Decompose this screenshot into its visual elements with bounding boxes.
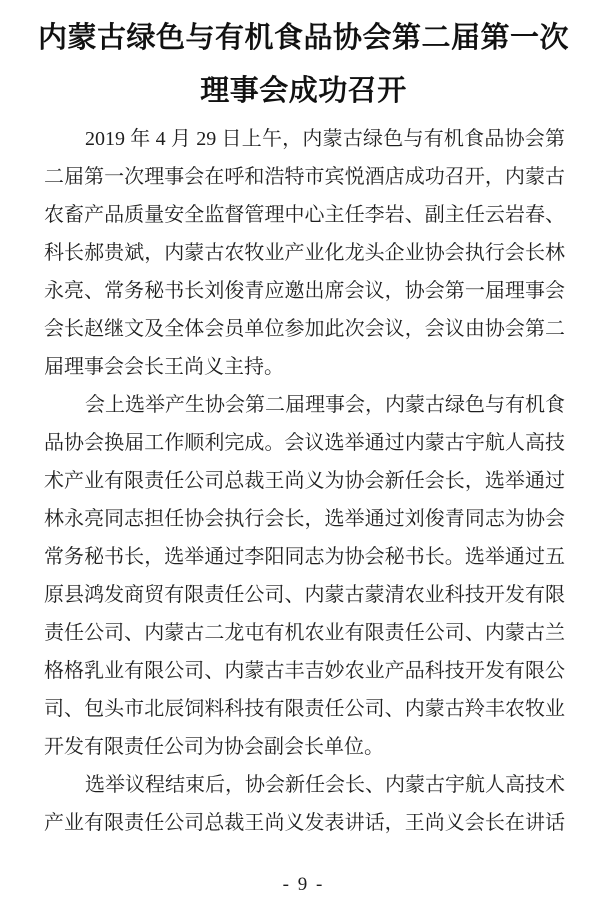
- document-title-line-1: 内蒙古绿色与有机食品协会第二届第一次: [37, 22, 569, 54]
- body-line: 会上选举产生协会第二届理事会，内蒙古绿色与有机食: [85, 394, 565, 416]
- body-line: 产业有限责任公司总裁王尚义发表讲话，王尚义会长在讲话: [44, 812, 565, 834]
- paragraph-2: [44, 386, 565, 766]
- page-number: - 9 -: [282, 874, 325, 895]
- body-line: 品协会换届工作顺利完成。会议选举通过内蒙古宇航人高技: [44, 432, 565, 454]
- document-title-line-2: 理事会成功召开: [200, 75, 407, 107]
- body-line: 常务秘书长，选举通过李阳同志为协会秘书长。选举通过五: [44, 546, 565, 568]
- document-title: [0, 0, 607, 118]
- body-line: 原县鸿发商贸有限责任公司、内蒙古蒙清农业科技开发有限: [44, 584, 565, 606]
- body-line: 2019 年 4 月 29 日上午，内蒙古绿色与有机食品协会第: [85, 128, 565, 150]
- paragraph-3: [44, 766, 565, 842]
- body-line: 格格乳业有限公司、内蒙古丰吉妙农业产品科技开发有限公: [44, 660, 565, 682]
- body-line: 选举议程结束后，协会新任会长、内蒙古宇航人高技术: [85, 774, 565, 796]
- body-line: 会长赵继文及全体会员单位参加此次会议，会议由协会第二: [44, 318, 565, 340]
- body-line: 科长郝贵斌，内蒙古农牧业产业化龙头企业协会执行会长林: [44, 242, 565, 264]
- body-line: 届理事会会长王尚义主持。: [44, 356, 284, 378]
- body-line: 农畜产品质量安全监督管理中心主任李岩、副主任云岩春、: [44, 204, 565, 226]
- document-body: [44, 120, 565, 842]
- body-line: 林永亮同志担任协会执行会长，选举通过刘俊青同志为协会: [44, 508, 565, 530]
- body-line: 二届第一次理事会在呼和浩特市宾悦酒店成功召开，内蒙古: [44, 166, 565, 188]
- body-line: 开发有限责任公司为协会副会长单位。: [44, 736, 384, 758]
- body-line: 责任公司、内蒙古二龙屯有机农业有限责任公司、内蒙古兰: [44, 622, 565, 644]
- body-line: 永亮、常务秘书长刘俊青应邀出席会议，协会第一届理事会: [44, 280, 565, 302]
- body-line: 术产业有限责任公司总裁王尚义为协会新任会长，选举通过: [44, 470, 565, 492]
- paragraph-1: [44, 120, 565, 386]
- body-line: 司、包头市北辰饲料科技有限责任公司、内蒙古羚丰农牧业: [44, 698, 565, 720]
